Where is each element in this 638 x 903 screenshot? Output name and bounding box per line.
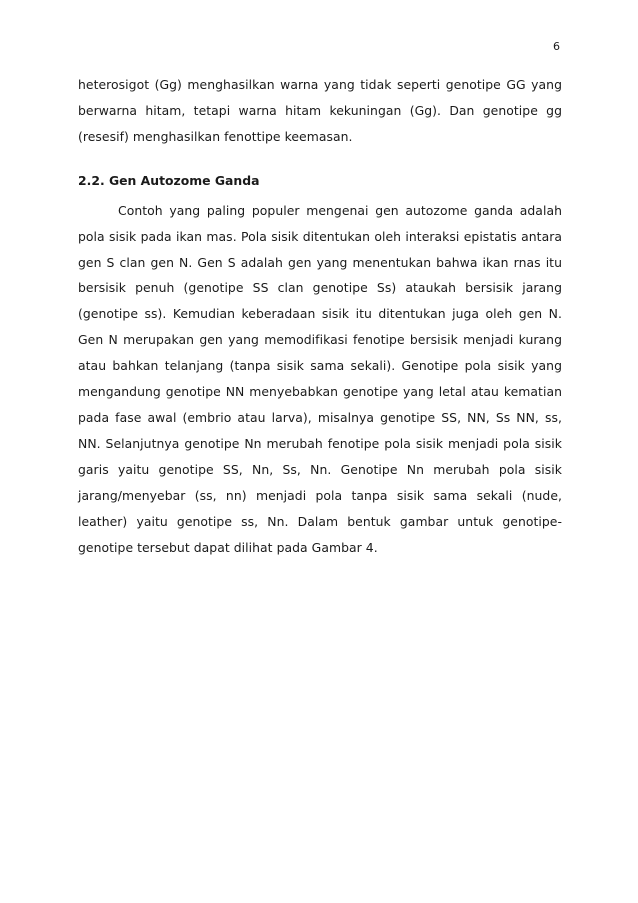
section-heading: 2.2. Gen Autozome Ganda	[78, 172, 260, 188]
page-content	[78, 72, 562, 560]
paragraph-continued: heterosigot (Gg) menghasilkan warna yang tidak seperti genotipe GG yang berwarna hitam, tetapi warna hitam kekuningan (Gg). Dan genotipe gg (resesif) menghasilkan fenottipe keemasan.	[78, 77, 562, 144]
page-number: 6	[553, 40, 560, 53]
section-paragraph: Contoh yang paling populer mengenai gen autozome ganda adalah pola sisik pada ikan mas. Pola sisik ditentukan oleh interaksi epistatis antara gen S clan gen N. Gen S adalah gen yang menentukan bahwa ikan rnas itu bersisik penuh (genotipe SS clan genotipe Ss) ataukah bersisik jarang (genotipe ss). Kemudian keberadaan sisik itu ditentukan juga oleh gen N. Gen N merupakan gen yang memodifikasi fenotipe bersisik menjadi kurang atau bahkan telanjang (tanpa sisik sama sekali). Genotipe pola sisik yang mengandung genotipe NN menyebabkan genotipe yang letal atau kematian pada fase awal (embrio atau larva), misalnya genotipe SS, NN, Ss NN, ss, NN. Selanjutnya genotipe Nn merubah fenotipe pola sisik menjadi pola sisik garis yaitu genotipe SS, Nn, Ss, Nn. Genotipe Nn merubah pola sisik jarang/menyebar (ss, nn) menjadi pola tanpa sisik sama sekali (nude, leather) yaitu genotipe ss, Nn. Dalam bentuk gambar untuk genotipe-genotipe tersebut dapat dilihat pada Gambar 4.	[78, 202, 562, 555]
